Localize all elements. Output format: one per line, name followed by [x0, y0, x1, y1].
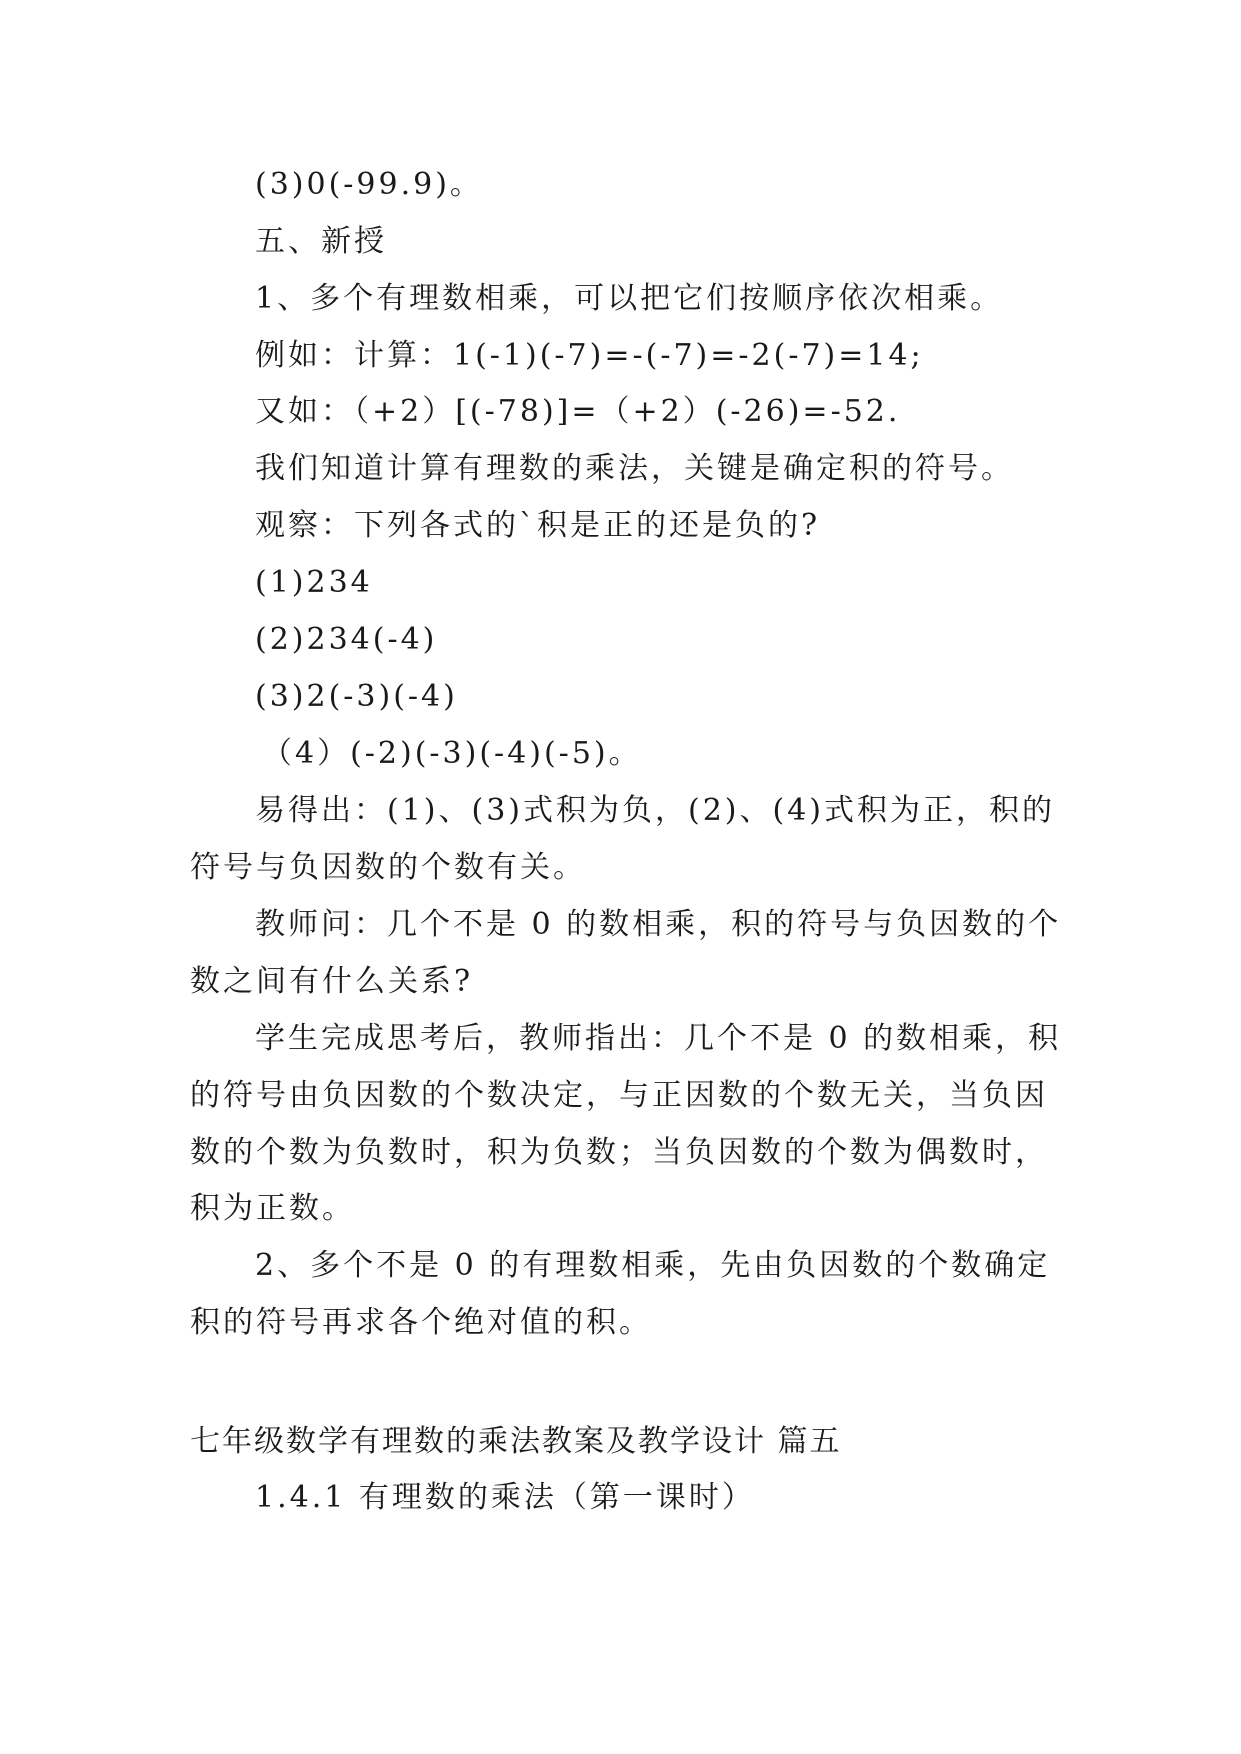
text-line: 数的个数为负数时，积为负数；当负因数的个数为偶数时， [190, 1135, 1048, 1170]
text-line: （4）(-2)(-3)(-4)(-5)。 [262, 736, 642, 771]
lesson-title: 1.4.1 有理数的乘法（第一课时） [255, 1480, 755, 1515]
article-heading: 七年级数学有理数的乘法教案及教学设计 篇五 [190, 1424, 842, 1459]
section-heading: 五、新授 [255, 224, 387, 259]
text-line: 1、多个有理数相乘，可以把它们按顺序依次相乘。 [255, 281, 1004, 316]
text-line: (3)0(-99.9)。 [255, 167, 483, 202]
text-line: 我们知道计算有理数的乘法，关键是确定积的符号。 [255, 451, 1014, 486]
text-line: (1)234 [255, 565, 373, 600]
text-line: 积为正数。 [190, 1191, 355, 1226]
text-line: 又如：（+2）[(-78)]=（+2）(-26)=-52. [255, 394, 901, 429]
text-line: 例如：计算：1(-1)(-7)=-(-7)=-2(-7)=14; [255, 338, 924, 373]
text-line: 的符号由负因数的个数决定，与正因数的个数无关，当负因 [190, 1078, 1048, 1113]
text-line: 教师问：几个不是 0 的数相乘，积的符号与负因数的个 [255, 907, 1062, 942]
text-line: 积的符号再求各个绝对值的积。 [190, 1305, 652, 1340]
text-line: (3)2(-3)(-4) [255, 679, 458, 714]
text-line: 观察：下列各式的`积是正的还是负的? [255, 508, 821, 543]
text-line: 学生完成思考后，教师指出：几个不是 0 的数相乘，积 [255, 1021, 1062, 1056]
text-line: 数之间有什么关系? [190, 964, 474, 999]
text-line: (2)234(-4) [255, 622, 438, 657]
text-line: 2、多个不是 0 的有理数相乘，先由负因数的个数确定 [255, 1248, 1051, 1283]
text-line: 易得出：(1)、(3)式积为负，(2)、(4)式积为正，积的 [255, 793, 1055, 828]
text-line: 符号与负因数的个数有关。 [190, 850, 586, 885]
